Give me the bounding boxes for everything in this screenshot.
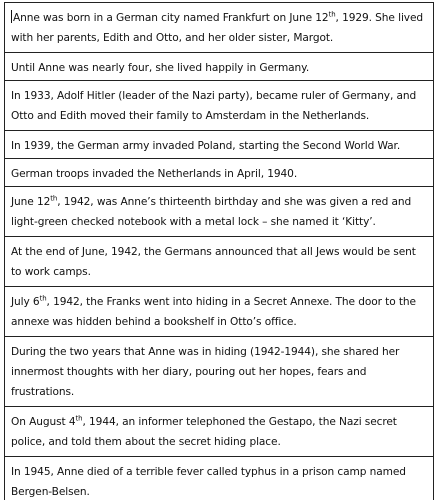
- ordinal-suffix: th: [50, 194, 58, 203]
- ordinal-suffix: th: [328, 10, 336, 19]
- timeline-row[interactable]: [4, 457, 434, 500]
- row-text: At the end of June, 1942, the Germans announced that all Jews would be sent to work camps.: [11, 246, 416, 278]
- timeline-row[interactable]: [4, 337, 434, 407]
- timeline-row[interactable]: [4, 53, 434, 81]
- row-text: On August 4: [11, 416, 76, 428]
- row-text: June 12: [11, 196, 51, 208]
- row-text-continued: , 1942, was Anne’s thirteenth birthday and she was given a red and light-green checked notebook with a metal lock – she named it ‘Kitty’.: [11, 196, 412, 228]
- timeline-row[interactable]: [4, 237, 434, 287]
- row-text-continued: , 1929. She lived with her parents, Edith and Otto, and her older sister, Margot.: [11, 12, 423, 44]
- row-text: In 1945, Anne died of a terrible fever called typhus in a prison camp named Bergen-Belsen.: [11, 466, 406, 498]
- row-text: July 6: [11, 296, 40, 308]
- timeline-row[interactable]: [4, 407, 434, 457]
- row-text: Until Anne was nearly four, she lived happily in Germany.: [11, 62, 310, 74]
- timeline-row[interactable]: [4, 81, 434, 131]
- text-cursor: [11, 10, 12, 23]
- timeline-row[interactable]: [4, 131, 434, 159]
- ordinal-suffix: th: [39, 294, 47, 303]
- row-text-continued: , 1942, the Franks went into hiding in a Secret Annexe. The door to the annexe was hidden behind a bookshelf in Otto’s office.: [11, 296, 416, 328]
- row-text: During the two years that Anne was in hiding (1942-1944), she shared her innermost thoughts with her diary, pouring out her hopes, fears and frustrations.: [11, 346, 400, 398]
- row-text: In 1939, the German army invaded Poland, starting the Second World War.: [11, 140, 401, 152]
- row-text: In 1933, Adolf Hitler (leader of the Nazi party), became ruler of Germany, and Otto and Edith moved their family to Amsterdam in the Netherlands.: [11, 90, 417, 122]
- timeline-row[interactable]: [4, 287, 434, 337]
- timeline-row[interactable]: [4, 3, 434, 53]
- row-text-continued: , 1944, an informer telephoned the Gestapo, the Nazi secret police, and told them about the secret hiding place.: [11, 416, 397, 448]
- ordinal-suffix: th: [75, 414, 83, 423]
- row-text: Anne was born in a German city named Frankfurt on June 12: [13, 12, 329, 24]
- timeline-row[interactable]: [4, 159, 434, 187]
- timeline-row[interactable]: [4, 187, 434, 237]
- row-text: German troops invaded the Netherlands in April, 1940.: [11, 168, 298, 180]
- timeline-table: [4, 2, 434, 500]
